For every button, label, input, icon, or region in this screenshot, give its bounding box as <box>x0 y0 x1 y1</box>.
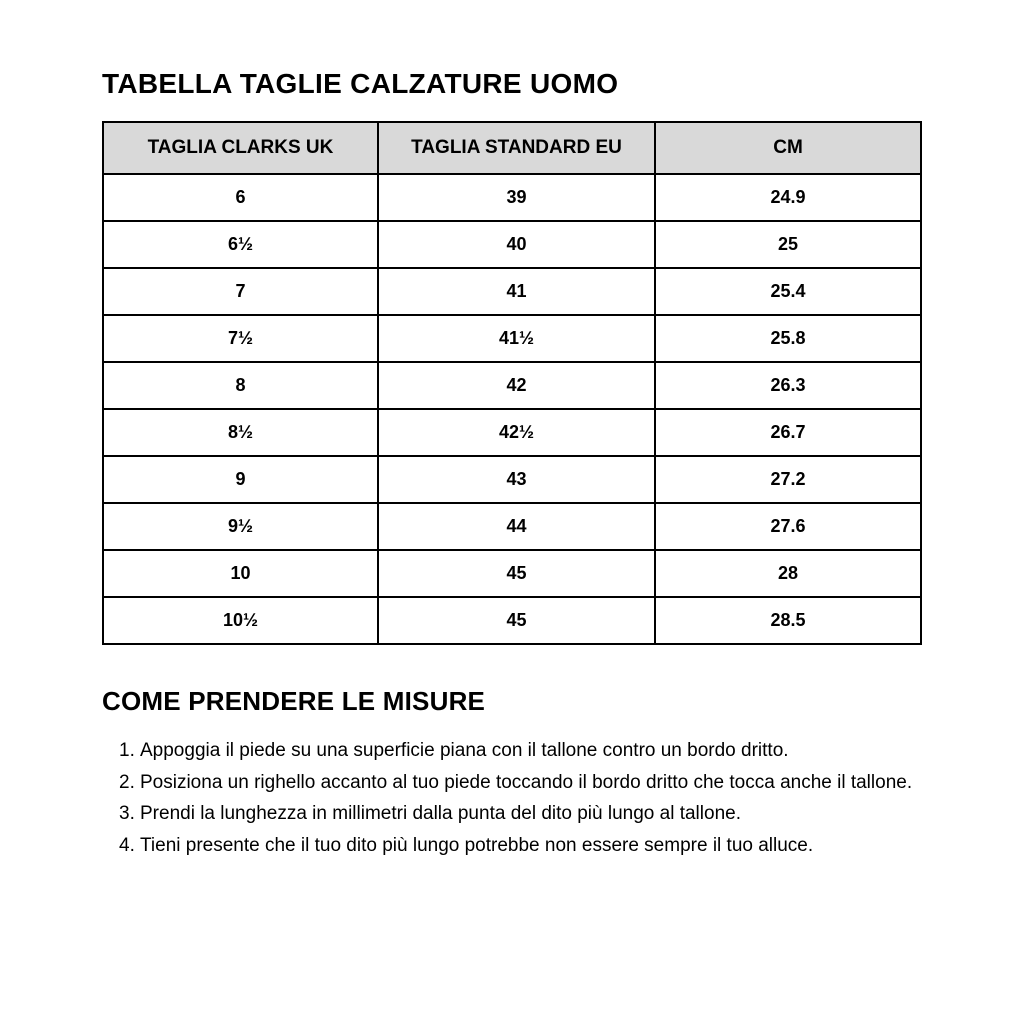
table-cell: 6 <box>103 174 378 221</box>
table-cell: 27.2 <box>655 456 921 503</box>
table-cell: 26.7 <box>655 409 921 456</box>
table-cell: 25.8 <box>655 315 921 362</box>
table-cell: 45 <box>378 550 655 597</box>
table-cell: 28 <box>655 550 921 597</box>
column-header-cm: CM <box>655 122 921 174</box>
table-cell: 41½ <box>378 315 655 362</box>
table-cell: 9 <box>103 456 378 503</box>
table-cell: 10½ <box>103 597 378 644</box>
measure-step-1: Appoggia il piede su una superficie piana con il tallone contro un bordo dritto. <box>140 740 789 762</box>
table-cell: 42½ <box>378 409 655 456</box>
table-row <box>103 503 921 550</box>
table-cell: 25.4 <box>655 268 921 315</box>
table-cell: 40 <box>378 221 655 268</box>
column-header-eu: TAGLIA STANDARD EU <box>378 122 655 174</box>
table-cell: 10 <box>103 550 378 597</box>
table-cell: 24.9 <box>655 174 921 221</box>
table-cell: 39 <box>378 174 655 221</box>
table-row <box>103 315 921 362</box>
table-cell: 41 <box>378 268 655 315</box>
table-cell: 44 <box>378 503 655 550</box>
table-cell: 45 <box>378 597 655 644</box>
table-cell: 42 <box>378 362 655 409</box>
measure-step-2: Posiziona un righello accanto al tuo piede toccando il bordo dritto che tocca anche il tallone. <box>140 771 913 793</box>
measure-step-4: Tieni presente che il tuo dito più lungo potrebbe non essere sempre il tuo alluce. <box>140 834 814 856</box>
column-header-uk: TAGLIA CLARKS UK <box>103 122 378 174</box>
table-cell: 25 <box>655 221 921 268</box>
table-cell: 9½ <box>103 503 378 550</box>
table-row <box>103 597 921 644</box>
table-body <box>103 174 921 644</box>
table-cell: 7½ <box>103 315 378 362</box>
table-cell: 28.5 <box>655 597 921 644</box>
measure-section-title: COME PRENDERE LE MISURE <box>102 686 486 717</box>
table-header-row <box>103 122 921 174</box>
table-row <box>103 362 921 409</box>
table-cell: 7 <box>103 268 378 315</box>
table-cell: 27.6 <box>655 503 921 550</box>
table-row <box>103 456 921 503</box>
measure-steps-list <box>102 735 932 861</box>
table-row <box>103 221 921 268</box>
table-row <box>103 268 921 315</box>
table-cell: 43 <box>378 456 655 503</box>
table-row <box>103 174 921 221</box>
size-table <box>102 121 922 645</box>
table-cell: 6½ <box>103 221 378 268</box>
table-row <box>103 550 921 597</box>
table-row <box>103 409 921 456</box>
table-cell: 26.3 <box>655 362 921 409</box>
size-table-title: TABELLA TAGLIE CALZATURE UOMO <box>102 68 619 99</box>
table-cell: 8½ <box>103 409 378 456</box>
measure-step-3: Prendi la lunghezza in millimetri dalla punta del dito più lungo al tallone. <box>140 803 741 825</box>
table-cell: 8 <box>103 362 378 409</box>
